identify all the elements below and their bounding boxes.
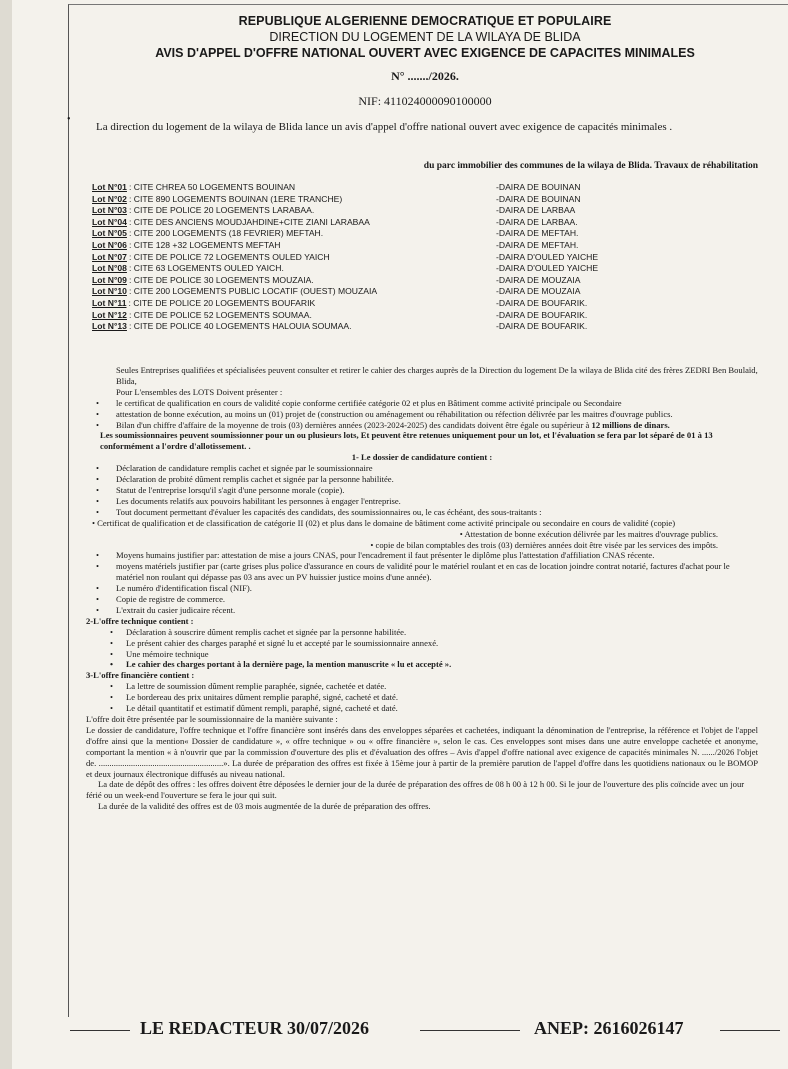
requirement-text: Bilan d'un chiffre d'affaire de la moyenne de trois (03) dernières années (2023-2024-2025) des candidats doivent être égale ou supérieur à bbox=[116, 419, 592, 430]
lot-title: CITE DE POLICE 40 LOGEMENTS HALOUIA SOUMAA. bbox=[133, 321, 352, 332]
section-heading: 2-L'offre technique contient : bbox=[86, 615, 194, 626]
footer-rule bbox=[720, 1030, 780, 1031]
certificate-text: Certificat de qualification et de classification de catégorie II (02) et plus dans le domaine de bâtiment come activité principale ou secondaire en cours de validité (copie) bbox=[97, 517, 676, 528]
lot-colon: : bbox=[128, 274, 134, 285]
bilan-text: copie de bilan comptables des trois (03) dernières années doit être visée par les services des impôts. bbox=[375, 539, 718, 550]
lot-number: Lot N°05 bbox=[92, 228, 127, 239]
lot-title: CITE 890 LOGEMENTS BOUINAN (1ERE TRANCHE) bbox=[133, 193, 343, 204]
lot-daira: -DAIRA D'OULED YAICHE bbox=[496, 263, 599, 274]
lot-row bbox=[92, 194, 652, 206]
lot-daira: -DAIRA DE MOUZAIA bbox=[496, 286, 581, 297]
lot-daira: -DAIRA D'OULED YAICHE bbox=[496, 251, 599, 262]
requirement-amount: 12 millions de dinars. bbox=[591, 419, 670, 430]
lot-title: CITE DE POLICE 72 LOGEMENTS OULED YAICH bbox=[133, 251, 330, 262]
requirement-item: • attestation de bonne exécution, au moins un (01) projet de (construction ou aménagement ou réhabilitation ou réfection délivrée par les maitres d'ouvrage publics. bbox=[86, 409, 758, 420]
nif-number: NIF: 411024000090100000 bbox=[358, 94, 492, 108]
lot-title: CITE 200 LOGEMENTS PUBLIC LOCATIF (OUEST) MOUZAIA bbox=[133, 286, 378, 297]
lot-daira: -DAIRA DE BOUINAN bbox=[496, 193, 581, 204]
certificate-item: • Certificat de qualification et de classification de catégorie II (02) et plus dans le domaine de bâtiment come activité principale ou secondaire en cours de validité (copie) bbox=[92, 517, 676, 528]
scan-edge bbox=[0, 0, 12, 1069]
list-item: • Le bordereau des prix unitaires dûment remplie paraphé, signé, cacheté et daté. bbox=[86, 692, 758, 703]
lot-number: Lot N°10 bbox=[92, 286, 127, 297]
lot-title: CITE DE POLICE 20 LOGEMENTS LARABAA. bbox=[133, 205, 315, 216]
list-item: • Copie de registre de commerce. bbox=[86, 594, 758, 605]
lot-row bbox=[92, 321, 652, 333]
candidature-list bbox=[86, 463, 758, 518]
body-paragraph: La durée de la validité des offres est de 03 mois augmentée de la durée de préparation des offres. bbox=[98, 801, 431, 812]
lot-colon: : bbox=[128, 297, 134, 308]
footer bbox=[0, 1018, 788, 1044]
lot-title: CITE 63 LOGEMENTS OULED YAICH. bbox=[133, 263, 284, 274]
lot-daira: -DAIRA DE MEFTAH. bbox=[496, 239, 579, 250]
redacteur-line: LE REDACTEUR 30/07/2026 bbox=[140, 1018, 370, 1038]
lot-daira: -DAIRA DE BOUFARIK. bbox=[496, 297, 588, 308]
attestation-item: • Attestation de bonne exécution délivrée par les maitres d'ouvrage publics. bbox=[459, 528, 718, 539]
lot-colon: : bbox=[128, 182, 134, 192]
list-item: • Tout document permettant d'évaluer les capacités des candidats, des soumissionnaires ou, le cas échéant, des sous-traitants : bbox=[86, 507, 758, 518]
lot-daira: -DAIRA DE BOUINAN bbox=[496, 182, 581, 192]
body-paragraph: Pour L'ensembles des LOTS Doivent présenter : bbox=[116, 386, 283, 397]
lot-colon: : bbox=[128, 216, 134, 227]
list-item: • Déclaration de candidature remplis cachet et signée par le soumissionnaire bbox=[86, 463, 758, 474]
lots-evaluation-note: Les soumissionnaires peuvent soumissionner pour un ou plusieurs lots, Et peuvent être retenues uniquement pour un lot, et l'évaluation se fera par lot séparé de 01 à 13 conformément a l'ordre d'allotissement. . bbox=[100, 430, 713, 452]
notice-title: AVIS D'APPEL D'OFFRE NATIONAL OUVERT AVEC EXIGENCE DE CAPACITES MINIMALES bbox=[155, 46, 695, 60]
lot-number: Lot N°12 bbox=[92, 309, 127, 320]
financial-list bbox=[86, 681, 758, 714]
section-heading: 3-L'offre financière contient : bbox=[86, 670, 195, 681]
lot-daira: -DAIRA DE LARBAA. bbox=[496, 216, 578, 227]
lot-number: Lot N°01 bbox=[92, 182, 127, 192]
lot-colon: : bbox=[128, 205, 134, 216]
lot-daira: -DAIRA DE BOUFARIK. bbox=[496, 309, 588, 320]
body-paragraph: La date de dépôt des offres : les offres doivent être déposées le dernier jour de la durée de préparation des offres de 08 h 00 à 12 h 00. Si le jour de l'ouverture des plis coïncide avec un jour férié ou un week-end l'ouverture se fera le jour qui suit. bbox=[86, 779, 745, 801]
list-item: • Le détail quantitatif et estimatif dûment rempli, paraphé, signé, cacheté et daté. bbox=[86, 703, 758, 714]
section-heading: 1- Le dossier de candidature contient : bbox=[351, 452, 493, 463]
lot-number: Lot N°04 bbox=[92, 216, 127, 227]
scan-dot: • bbox=[67, 114, 71, 125]
anep-number: ANEP: 2616026147 bbox=[534, 1018, 684, 1038]
lot-title: CITE 200 LOGEMENTS (18 FEVRIER) MEFTAH. bbox=[133, 228, 324, 239]
list-item: • Une mémoire technique bbox=[86, 649, 758, 660]
list-item: • Déclaration à souscrire dûment remplis cachet et signée par la personne habilitée. bbox=[86, 627, 758, 638]
lot-number: Lot N°07 bbox=[92, 251, 127, 262]
lot-title: CITE DE POLICE 20 LOGEMENTS BOUFARIK bbox=[133, 297, 316, 308]
lot-colon: : bbox=[128, 193, 134, 204]
lot-colon: : bbox=[128, 263, 134, 274]
list-item: • Les documents relatifs aux pouvoirs habilitant les personnes à engager l'entreprise. bbox=[86, 496, 758, 507]
list-item: • La lettre de soumission dûment remplie paraphée, signée, cachetée et datée. bbox=[86, 681, 758, 692]
lot-row bbox=[92, 182, 652, 194]
body-paragraph: L'offre doit être présentée par le soumissionnaire de la manière suivante : bbox=[86, 714, 338, 724]
lot-row bbox=[92, 298, 652, 310]
lot-row bbox=[92, 252, 652, 264]
body-paragraph: Seules Entreprises qualifiées et spécialisées peuvent consulter et retirer le cahier des charges auprès de la Direction du logement De la wilaya de Blida cité des frères ZEDRI Ben Boulaïd, Blida, bbox=[116, 365, 758, 386]
lot-row bbox=[92, 217, 652, 229]
direction-title: DIRECTION DU LOGEMENT DE LA WILAYA DE BLIDA bbox=[269, 30, 581, 44]
lot-title: CITE 128 +32 LOGEMENTS MEFTAH bbox=[133, 239, 281, 250]
lot-row bbox=[92, 228, 652, 240]
technical-list bbox=[86, 627, 758, 671]
attestation-text: Attestation de bonne exécution délivrée par les maitres d'ouvrage publics. bbox=[464, 528, 718, 539]
lot-daira: -DAIRA DE MOUZAIA bbox=[496, 274, 581, 285]
footer-rule bbox=[70, 1030, 130, 1031]
requirement-item: • le certificat de qualification en cours de validité copie conforme certifiée catégorie 02 et plus en Bâtiment comme activité principale ou Secondaire bbox=[86, 398, 758, 409]
footer-rule bbox=[420, 1030, 520, 1031]
lot-number: Lot N°03 bbox=[92, 205, 127, 216]
lot-number: Lot N°09 bbox=[92, 274, 127, 285]
list-item: • Déclaration de probité dûment remplis cachet et signée par la personne habilitée. bbox=[86, 474, 758, 485]
notice-number: N° ......./2026. bbox=[391, 69, 459, 83]
requirement-item bbox=[86, 420, 758, 431]
lot-colon: : bbox=[128, 239, 134, 250]
list-item: • L'extrait du casier judicaire récent. bbox=[86, 605, 758, 616]
lot-row bbox=[92, 240, 652, 252]
lot-number: Lot N°06 bbox=[92, 239, 127, 250]
means-list bbox=[86, 550, 758, 615]
subject-line: du parc immobilier des communes de la wilaya de Blida. Travaux de réhabilitation bbox=[423, 161, 758, 171]
lot-title: CITE DE POLICE 30 LOGEMENTS MOUZAIA. bbox=[133, 274, 314, 285]
lot-daira: -DAIRA DE BOUFARIK. bbox=[496, 321, 588, 332]
lot-number: Lot N°08 bbox=[92, 263, 127, 274]
list-item: • Le présent cahier des charges paraphé et signé lu et accepté par le soumissionnaire annexé. bbox=[86, 638, 758, 649]
lot-daira: -DAIRA DE LARBAA bbox=[496, 205, 576, 216]
notice-body bbox=[86, 365, 758, 812]
lot-row bbox=[92, 263, 652, 275]
lot-colon: : bbox=[128, 286, 134, 297]
republic-title: REPUBLIQUE ALGERIENNE DEMOCRATIQUE ET POPULAIRE bbox=[238, 14, 612, 28]
lot-title: CITE DE POLICE 52 LOGEMENTS SOUMAA. bbox=[133, 309, 312, 320]
lot-row bbox=[92, 286, 652, 298]
lots-list bbox=[92, 182, 652, 333]
lot-title: CITE CHREA 50 LOGEMENTS BOUINAN bbox=[133, 182, 296, 192]
lot-colon: : bbox=[128, 228, 134, 239]
lot-row bbox=[92, 205, 652, 217]
list-item: • Statut de l'entreprise lorsqu'il s'agit d'une personne morale (copie). bbox=[86, 485, 758, 496]
list-item: • Le numéro d'identification fiscal (NIF). bbox=[86, 583, 758, 594]
lot-colon: : bbox=[128, 251, 134, 262]
lot-number: Lot N°13 bbox=[92, 321, 127, 332]
list-item: • Le cahier des charges portant à la dernière page, la mention manuscrite « lu et accepté ». bbox=[86, 659, 758, 670]
lot-colon: : bbox=[128, 309, 134, 320]
bilan-item: • copie de bilan comptables des trois (03) dernières années doit être visée par les services des impôts. bbox=[370, 539, 718, 550]
list-item: • Moyens humains justifier par: attestation de mise a jours CNAS, pour l'encadrement il faut présenter le diplôme plus l'attestation d'affiliation CNAS récente. bbox=[86, 550, 758, 561]
lot-number: Lot N°11 bbox=[92, 297, 127, 308]
intro-paragraph: La direction du logement de la wilaya de Blida lance un avis d'appel d'offre national ouvert avec exigence de capacités minimales . bbox=[96, 121, 673, 133]
lot-colon: : bbox=[128, 321, 134, 332]
lot-daira: -DAIRA DE MEFTAH. bbox=[496, 228, 579, 239]
lot-row bbox=[92, 310, 652, 322]
body-paragraph: Le dossier de candidature, l'offre technique et l'offre financière sont insérés dans des enveloppes séparées et cachetées, indiquant la dénomination de l'entreprise, la référence et l'objet de l'appel d'offre ainsi que la mention« Dossier de candidature », « offre technique » ou « offre financière », selon le cas. Ces enveloppes sont mises dans une autre enveloppe cachetée et anonyme, comportant la mention « à n'ouvrir que par la commission d'ouverture des plis et d'évaluation des offres – Avis d'appel d'offre national avec exigence de capacités minimales N. ....../2026 l'objet de. ..........................................................». La durée de préparation des offres est fixée à 15ème jour à partir de la première parution de l'appel d'offre dans les quotidiens nationaux ou le BOMOP et deux journaux électronique diffusés au niveau national. bbox=[86, 724, 758, 779]
lot-title: CITE DES ANCIENS MOUDJAHDINE+CITE ZIANI LARABAA bbox=[133, 216, 370, 227]
lot-row bbox=[92, 275, 652, 287]
list-item: • moyens matériels justifier par (carte grises plus police d'assurance en cours de validité pour le matériel roulant et en cas de location joindre contrat notarié, factures d'achat pour le matériel non roulant qui dépasse pas 03 ans avec un PV huissier justice moins d'une année). bbox=[86, 561, 758, 583]
lot-number: Lot N°02 bbox=[92, 193, 127, 204]
